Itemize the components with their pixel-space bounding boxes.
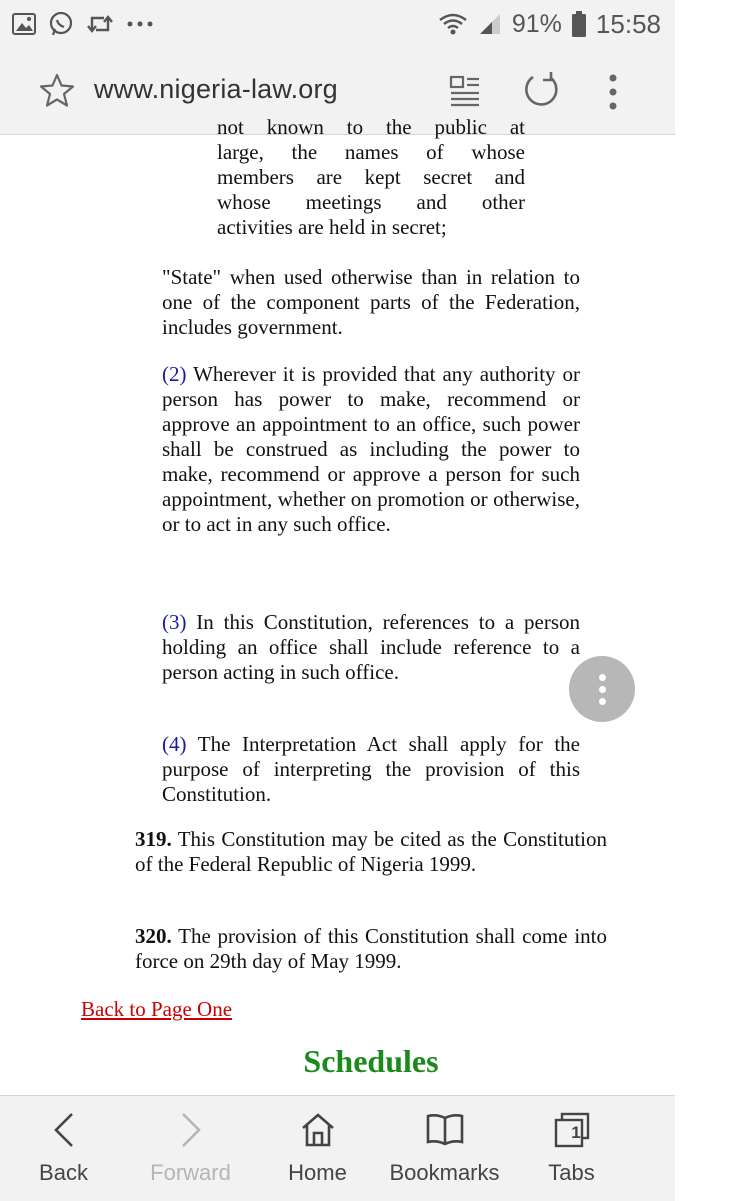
battery-percent: 91% [511, 9, 562, 38]
bottom-navigation [0, 1095, 675, 1201]
text-line: members are kept secret and [217, 165, 525, 189]
notification-icons [12, 10, 154, 38]
home-button[interactable] [254, 1096, 381, 1201]
text-line: activities are held in secret; [217, 215, 447, 239]
section-text: This Constitution may be cited as the Constitution of the Federal Republic of Nigeria 1999. [135, 827, 607, 876]
schedules-heading: Schedules [303, 1043, 439, 1079]
forward-arrow-icon [179, 1112, 203, 1148]
retweet-icon [86, 12, 114, 36]
definition-continued [217, 115, 525, 240]
forward-label: Forward [150, 1160, 231, 1185]
address-bar[interactable]: www.nigeria-law.org [94, 74, 338, 104]
section-text: The provision of this Constitution shall come into force on 29th day of May 1999. [135, 924, 607, 973]
section-320 [135, 924, 607, 974]
wifi-icon [438, 12, 468, 36]
back-label: Back [39, 1160, 88, 1185]
section-number: 319. [135, 827, 172, 851]
dot-icon [599, 674, 606, 681]
back-to-page-one-link[interactable]: Back to Page One [81, 997, 233, 1021]
bookmarks-button[interactable] [381, 1096, 508, 1201]
back-arrow-icon [52, 1112, 76, 1148]
subsection-number: (3) [162, 610, 187, 634]
signal-icon [478, 12, 502, 36]
state-definition: "State" when used otherwise than in relation to one of the component parts of the Federation, includes government. [162, 265, 580, 339]
bookmarks-book-icon [425, 1112, 465, 1148]
subsection-text: Wherever it is provided that any authority or person has power to make, recommend or approve an appointment to an office, such power shall be construed as including the power to make, recommend or approve a person for such appointment, whether on promotion or otherwise, or to act in any such office. [162, 362, 580, 536]
subsection-number: (4) [162, 732, 187, 756]
subsection-2 [162, 362, 580, 537]
bookmarks-label: Bookmarks [389, 1160, 500, 1185]
clock: 15:58 [595, 8, 661, 39]
gallery-icon [12, 13, 36, 35]
tab-count: 1 [571, 1123, 581, 1142]
status-bar [0, 0, 675, 48]
text-line: whose meetings and other [217, 190, 525, 214]
text-line: not known to the public at [217, 115, 525, 139]
subsection-4 [162, 732, 580, 807]
subsection-text: In this Constitution, references to a person holding an office shall include reference to a person acting in such office. [162, 610, 580, 684]
dot-icon [599, 698, 606, 705]
battery-icon [572, 11, 586, 37]
dot-icon [599, 686, 606, 693]
overflow-menu-icon[interactable] [603, 72, 623, 112]
section-number: 320. [135, 924, 172, 948]
forward-button[interactable] [127, 1096, 254, 1201]
tabs-label: Tabs [548, 1160, 595, 1185]
tabs-button[interactable] [508, 1096, 635, 1201]
more-notifications-icon [126, 20, 154, 28]
floating-menu-button[interactable] [569, 656, 635, 722]
bookmark-star-icon[interactable] [38, 72, 76, 110]
page-content [0, 115, 675, 1095]
back-button[interactable] [0, 1096, 127, 1201]
subsection-3 [162, 610, 580, 685]
home-label: Home [288, 1160, 347, 1185]
reader-mode-icon[interactable] [449, 74, 481, 108]
section-319 [135, 827, 607, 877]
system-status [438, 8, 661, 40]
whatsapp-icon [48, 11, 74, 37]
reload-icon[interactable] [521, 70, 561, 110]
subsection-text: The Interpretation Act shall apply for the purpose of interpreting the provision of this Constitution. [162, 732, 580, 806]
text-line: large, the names of whose [217, 140, 525, 164]
home-icon [300, 1112, 336, 1148]
subsection-number: (2) [162, 362, 187, 386]
